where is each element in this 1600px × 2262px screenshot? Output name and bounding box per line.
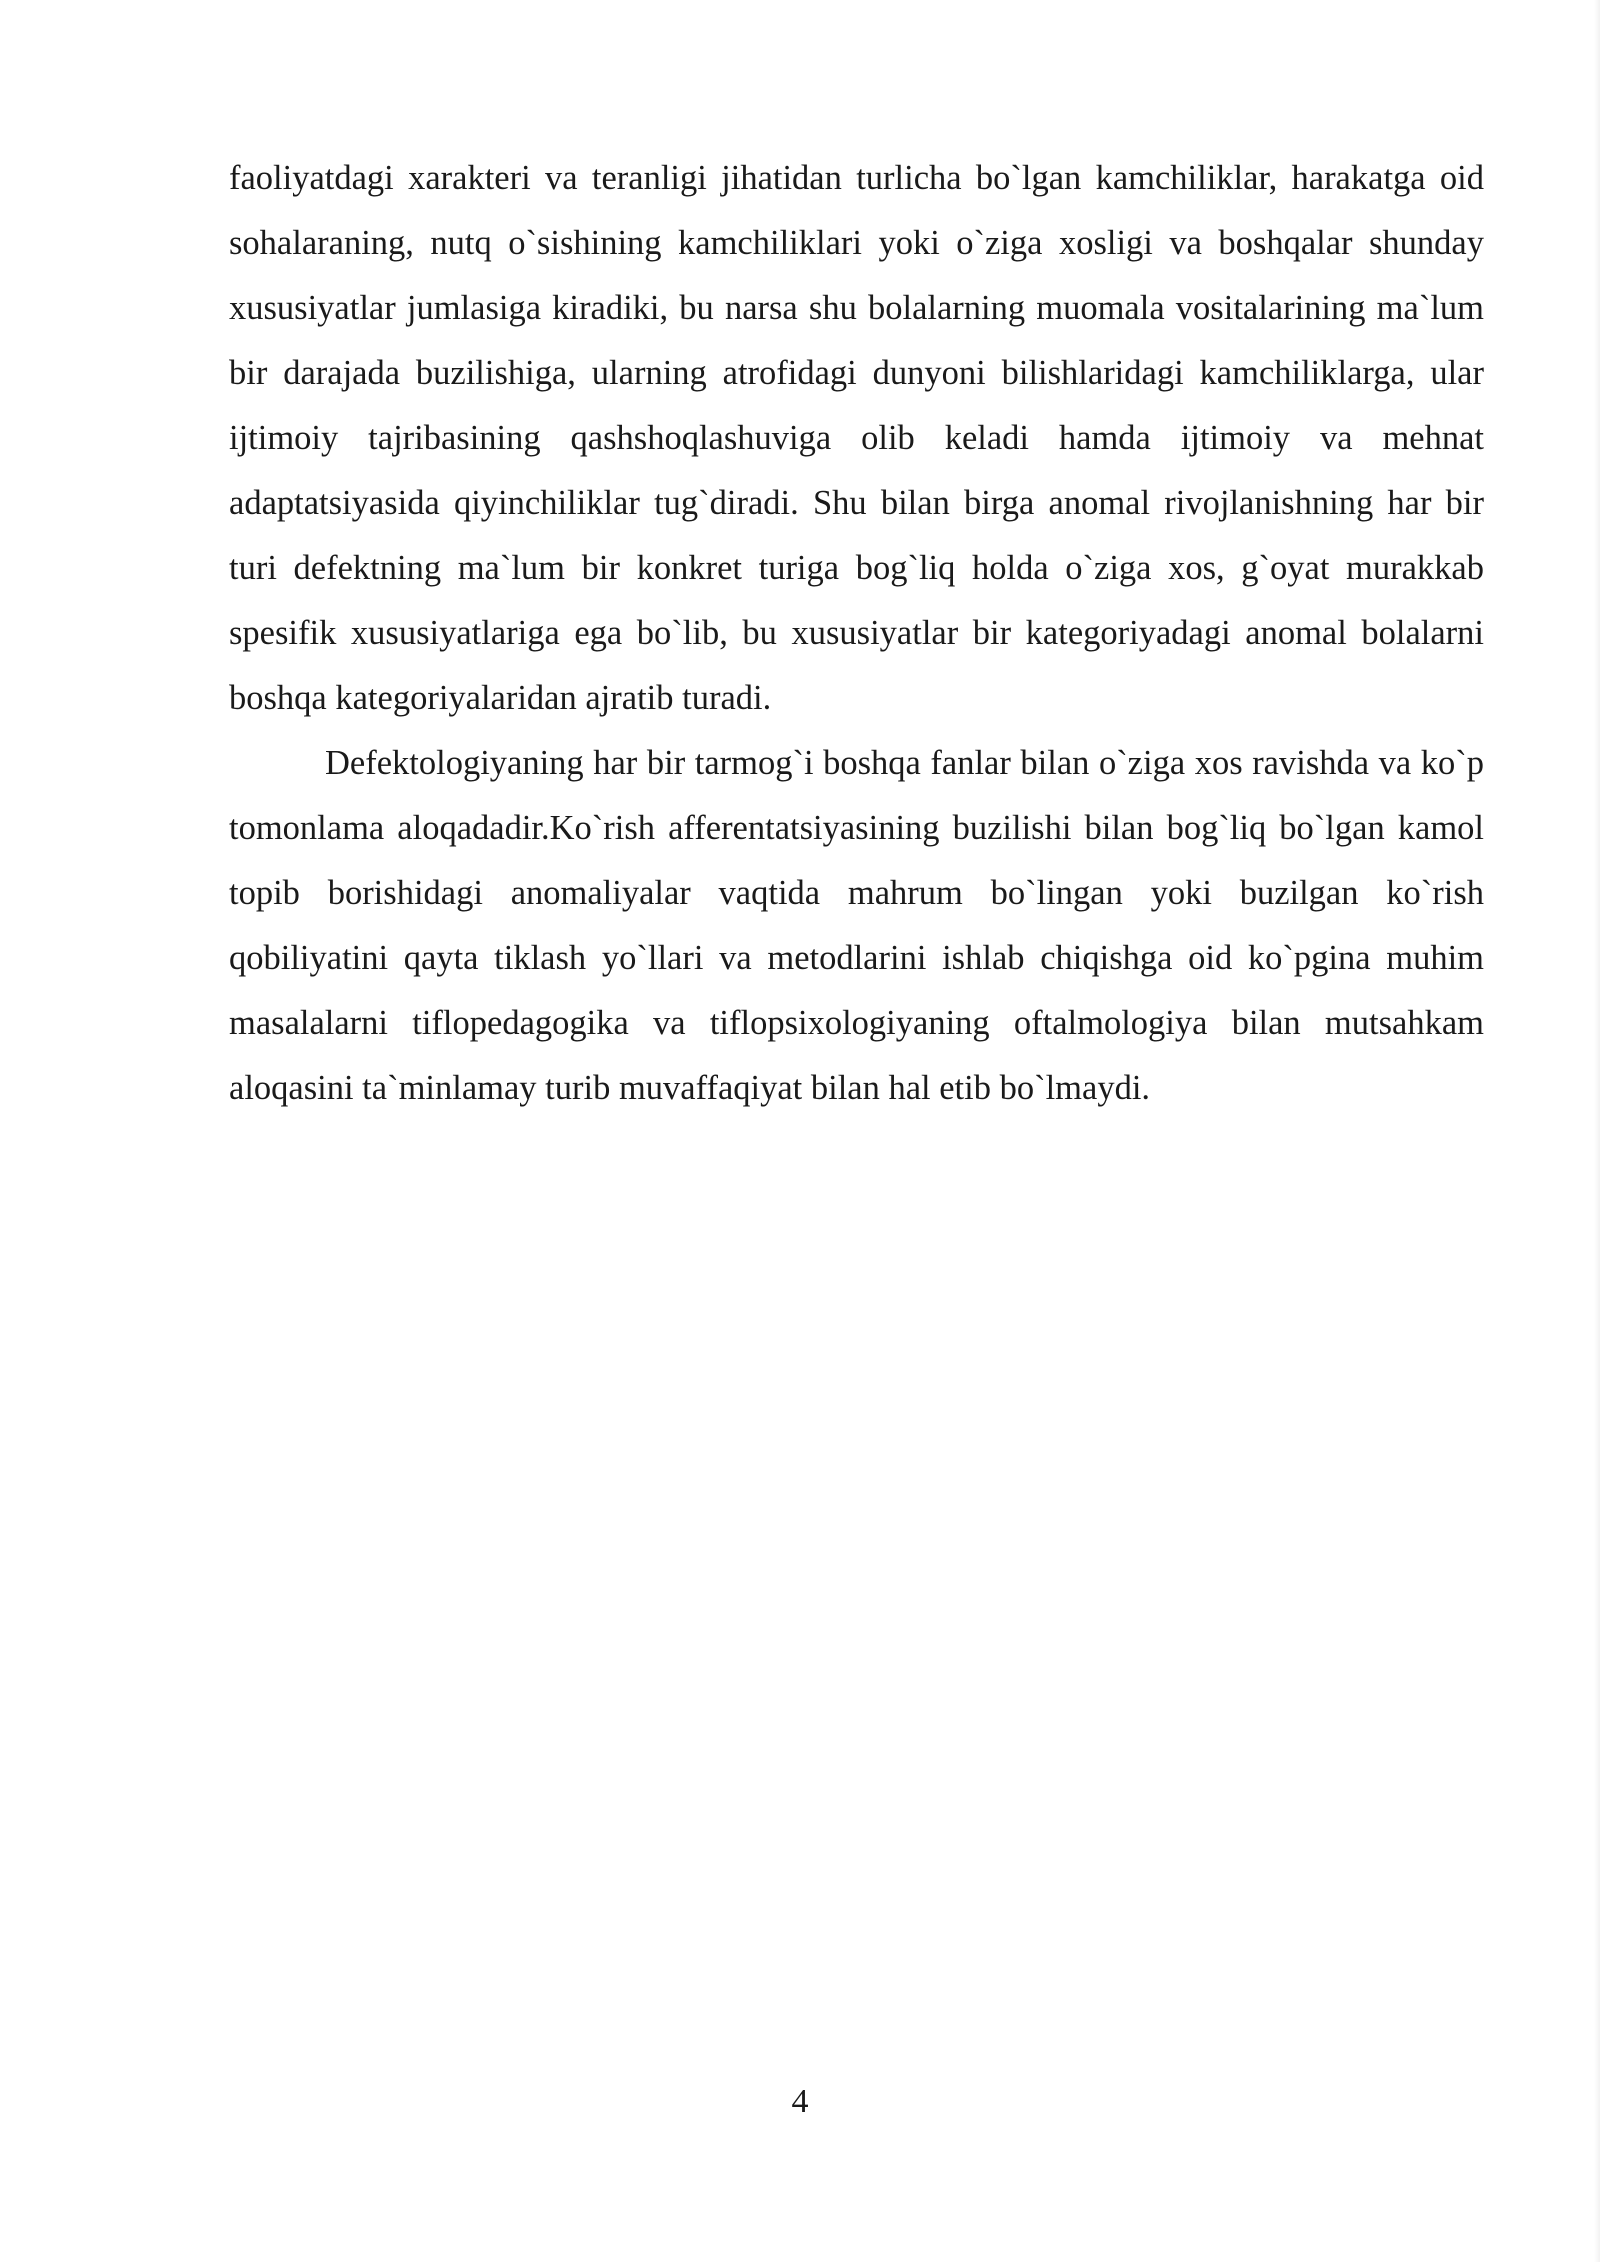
paragraph-defektologiya: Defektologiyaning har bir tarmog`i boshqa fanlar bilan o`ziga xos ravishda va ko`p tomonlama aloqadadir.Ko`rish afferentatsiyasining buzilishi bilan bog`liq bo`lgan kamol topib borishidagi anomaliyalar vaqtida mahrum bo`lingan yoki buzilgan ko`rish qobiliyatini qayta tiklash yo`llari va metodlarini ishlab chiqishga oid ko`pgina muhim masalalarni tiflopedagogika va tiflopsixologiyaning oftalmologiya bilan mutsahkam aloqasini ta`minlamay turib muvaffaqiyat bilan hal etib bo`lmaydi. [229,744,1484,1107]
page-number: 4 [791,2083,809,2120]
body-text [229,146,1484,1121]
paragraph-continuation: faoliyatdagi xarakteri va teranligi jihatidan turlicha bo`lgan kamchiliklar, harakatga oid sohalaraning, nutq o`sishining kamchiliklari yoki o`ziga xosligi va boshqalar shunday xususiyatlar jumlasiga kiradiki, bu narsa shu bolalarning muomala vositalarining ma`lum bir darajada buzilishiga, ularning atrofidagi dunyoni bilishlaridagi kamchiliklarga, ular ijtimoiy tajribasining qashshoqlashuviga olib keladi hamda ijtimoiy va mehnat adaptatsiyasida qiyinchiliklar tug`diradi. Shu bilan birga anomal rivojlanishning har bir turi defektning ma`lum bir konkret turiga bog`liq holda o`ziga xos, g`oyat murakkab spesifik xususiyatlariga ega bo`lib, bu xususiyatlar bir kategoriyadagi anomal bolalarni boshqa kategoriyalaridan ajratib turadi. [229,159,1484,717]
page-edge [1594,0,1600,2262]
